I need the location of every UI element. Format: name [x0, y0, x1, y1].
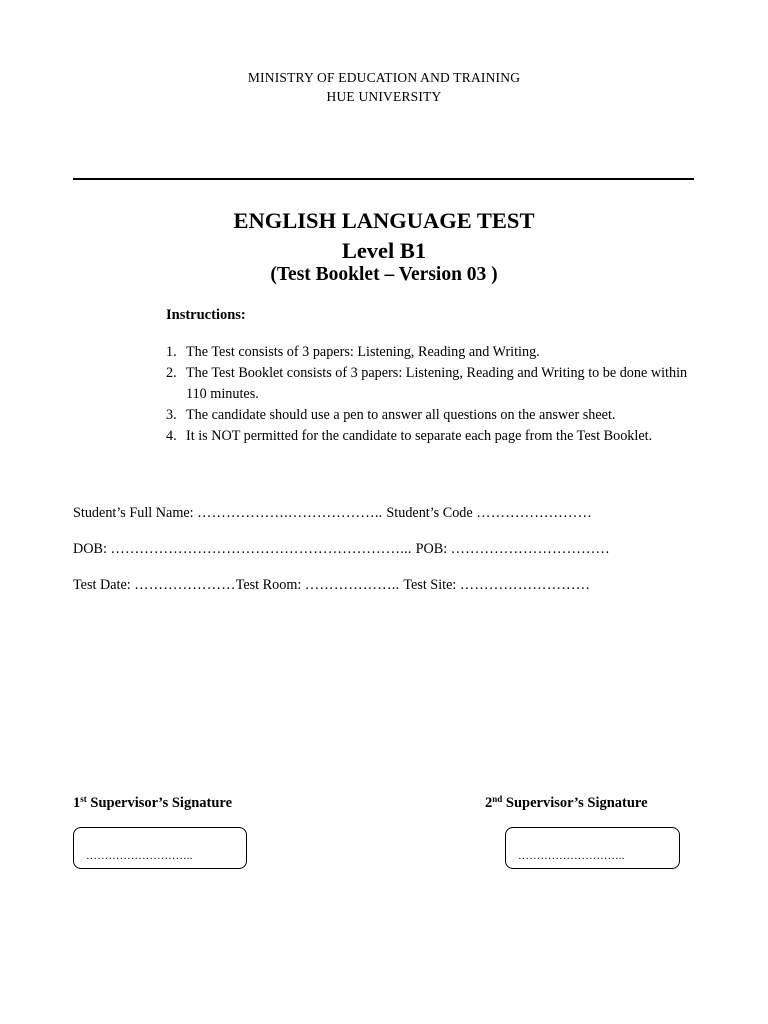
- second-supervisor-label: [485, 795, 648, 812]
- name-code-row: [73, 505, 713, 522]
- first-signature-dots: ………………………..: [86, 850, 193, 862]
- student-code-label: Student’s Code: [386, 505, 477, 521]
- instructions-list: [166, 342, 696, 447]
- instruction-item: [166, 426, 696, 447]
- test-date-label: Test Date:: [73, 577, 135, 593]
- dob-pob-row: [73, 541, 713, 558]
- test-details-row: [73, 577, 713, 594]
- dob-field[interactable]: ……………………………………………………...: [110, 541, 416, 557]
- first-supervisor-ordinal: 1: [73, 795, 81, 811]
- test-room-field[interactable]: ………………..: [304, 577, 404, 593]
- test-room-label: Test Room:: [235, 577, 305, 593]
- full-name-label: Student’s Full Name:: [73, 505, 198, 521]
- instructions-heading: Instructions:: [166, 307, 246, 323]
- instruction-item: [166, 363, 696, 405]
- second-supervisor-suffix: nd: [492, 794, 503, 804]
- instruction-number: 2.: [166, 365, 177, 381]
- first-supervisor-label: [73, 795, 232, 812]
- first-supervisor-suffix: st: [80, 794, 87, 804]
- header-divider: [73, 178, 694, 180]
- instruction-number: 1.: [166, 344, 177, 360]
- instruction-number: 4.: [166, 428, 177, 444]
- second-supervisor-signature-box[interactable]: [505, 827, 680, 869]
- pob-label: POB:: [415, 541, 451, 557]
- instruction-text: The Test consists of 3 papers: Listening, Reading and Writing.: [186, 344, 540, 360]
- dob-label: DOB:: [73, 541, 111, 557]
- test-version: (Test Booklet – Version 03 ): [270, 264, 498, 285]
- ministry-heading: MINISTRY OF EDUCATION AND TRAINING: [247, 70, 521, 85]
- second-supervisor-ordinal: 2: [485, 795, 493, 811]
- instruction-text: The Test Booklet consists of 3 papers: Listening, Reading and Writing to be done within 110 minutes.: [186, 365, 688, 402]
- first-supervisor-text: Supervisor’s Signature: [86, 795, 233, 811]
- pob-field[interactable]: ……………………………: [450, 541, 611, 557]
- instruction-text: It is NOT permitted for the candidate to separate each page from the Test Booklet.: [186, 428, 653, 444]
- instruction-item: [166, 405, 696, 426]
- university-heading: HUE UNIVERSITY: [326, 89, 442, 104]
- instruction-text: The candidate should use a pen to answer all questions on the answer sheet.: [186, 407, 616, 423]
- second-supervisor-text: Supervisor’s Signature: [502, 795, 648, 811]
- test-title: ENGLISH LANGUAGE TEST: [233, 208, 535, 233]
- test-site-field[interactable]: ………………………: [459, 577, 591, 593]
- full-name-field[interactable]: ……………….………………..: [197, 505, 387, 521]
- second-signature-dots: ………………………..: [518, 850, 625, 862]
- student-code-field[interactable]: ……………………: [476, 505, 593, 521]
- instruction-item: [166, 342, 696, 363]
- test-date-field[interactable]: …………………: [134, 577, 236, 593]
- instruction-number: 3.: [166, 407, 177, 423]
- test-level: Level B1: [341, 238, 427, 263]
- test-site-label: Test Site:: [403, 577, 460, 593]
- first-supervisor-signature-box[interactable]: [73, 827, 247, 869]
